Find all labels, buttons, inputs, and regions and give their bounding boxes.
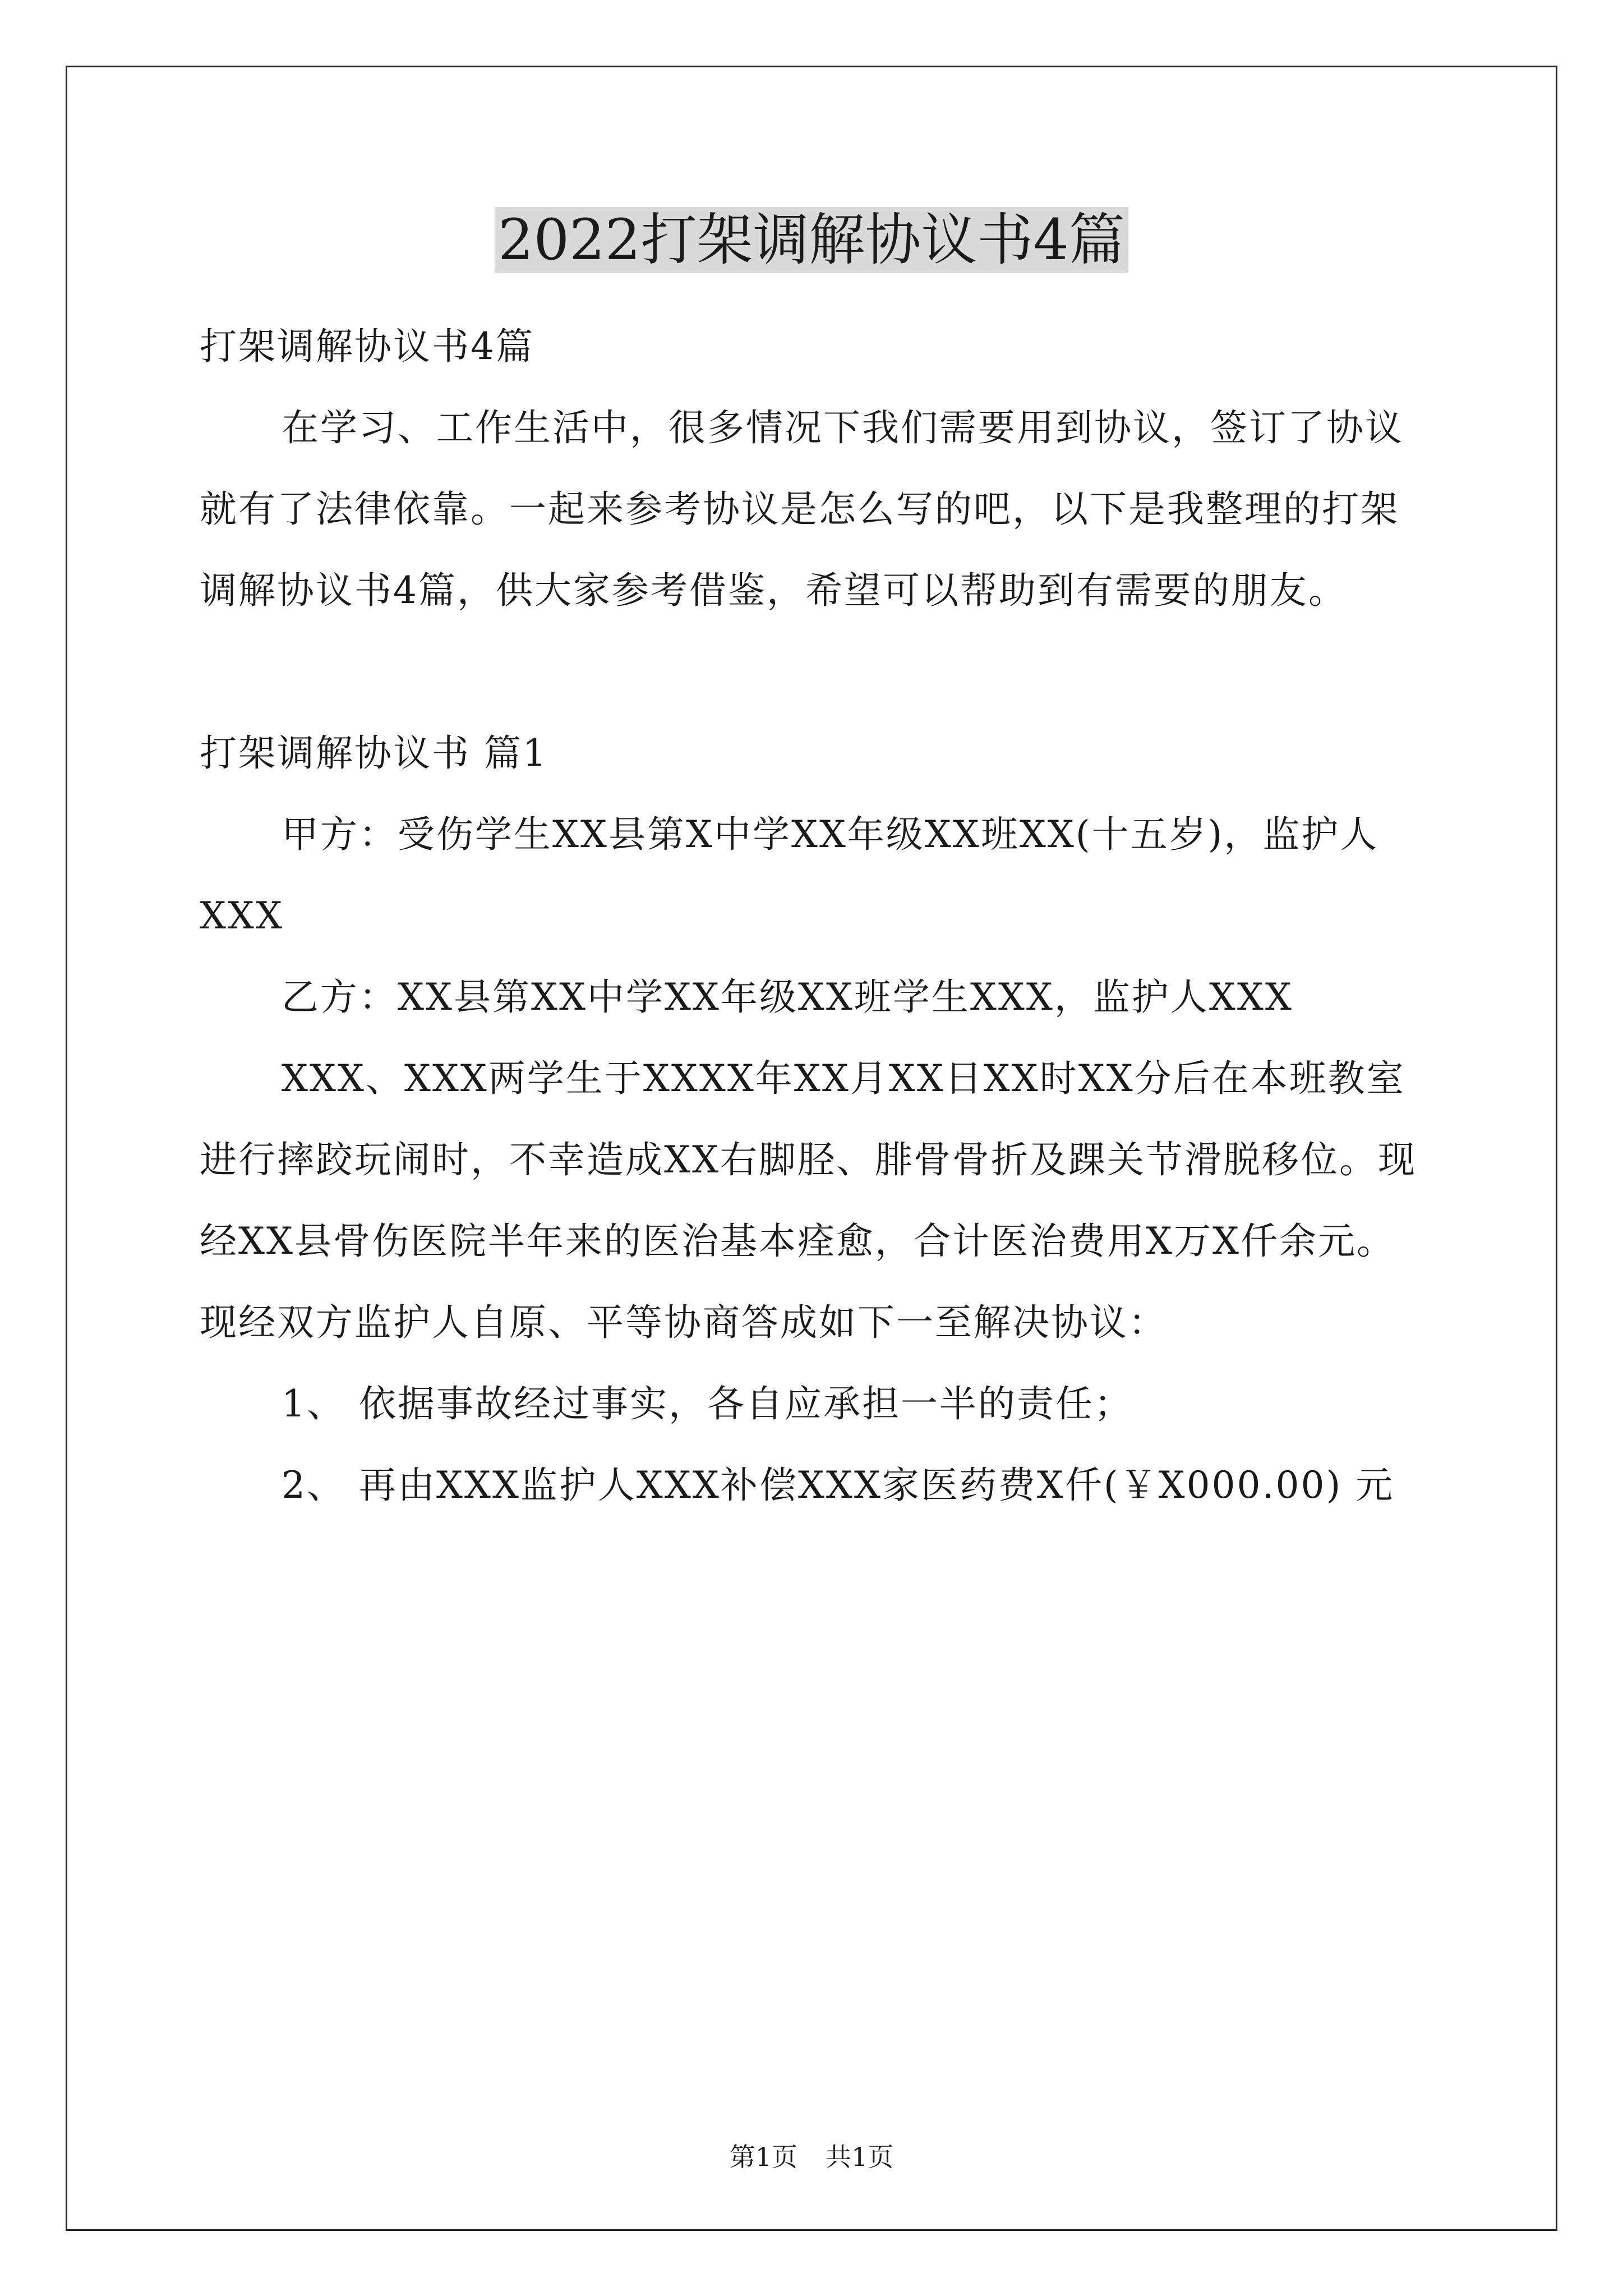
- intro-paragraph: 在学习、工作生活中，很多情况下我们需要用到协议，签订了协议就有了法律依靠。一起来参考协议是怎么写的吧，以下是我整理的打架调解协议书4篇，供大家参考借鉴，希望可以帮助到有需要的朋友。: [200, 406, 1404, 612]
- section-heading: 打架调解协议书 篇1: [200, 731, 548, 775]
- page-number-current: 第1页: [729, 2142, 797, 2172]
- document-title-text: 2022打架调解协议书4篇: [495, 207, 1128, 273]
- party-b-paragraph: 乙方：XX县第XX中学XX年级XX班学生XXX，监护人XXX: [282, 976, 1293, 1019]
- clause-2-paragraph: 2、 再由XXX监护人XXX补偿XXX家医药费X仟(￥X000.00) 元: [282, 1464, 1395, 1507]
- incident-paragraph: XXX、XXX两学生于XXXX年XX月XX日XX时XX分后在本班教室进行摔跤玩闹时，不幸造成XX右脚胫、腓骨骨折及踝关节滑脱移位。现经XX县骨伤医院半年来的医治基本痊愈，合计医治费用X万X仟余元。现经双方监护人自原、平等协商答成如下一至解决协议：: [200, 1057, 1417, 1344]
- clause-1-paragraph: 1、 依据事故经过事实，各自应承担一半的责任；: [282, 1382, 1133, 1425]
- party-a-paragraph: 甲方：受伤学生XX县第X中学XX年级XX班XX(十五岁)，监护人XXX: [200, 813, 1379, 937]
- page-footer: [0, 2140, 1623, 2174]
- subtitle-paragraph: 打架调解协议书4篇: [200, 325, 534, 368]
- page-number-total: 共1页: [826, 2142, 894, 2172]
- document-body: [200, 306, 1433, 1526]
- document-title: [0, 201, 1623, 279]
